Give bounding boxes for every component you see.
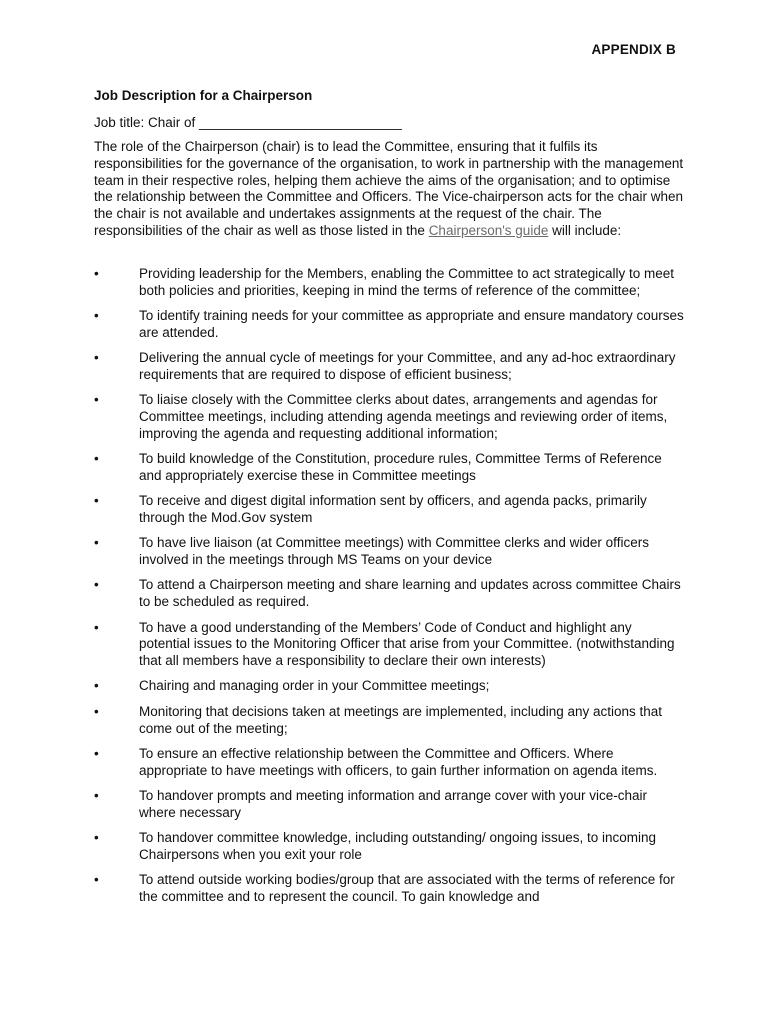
bullet-icon: • xyxy=(94,266,99,281)
list-item xyxy=(94,746,684,780)
list-item-text: To have live liaison (at Committee meetings) with Committee clerks and wider officers involved in the meetings through MS Teams on your device xyxy=(139,535,649,568)
bullet-icon: • xyxy=(94,703,99,719)
list-item-text: To handover prompts and meeting information and arrange cover with your vice-chair where necessary xyxy=(139,787,648,820)
bullet-icon: • xyxy=(94,619,99,635)
list-item xyxy=(94,872,684,906)
list-item xyxy=(94,392,684,442)
list-item xyxy=(94,493,684,527)
list-item-text: To have a good understanding of the Members’ Code of Conduct and highlight any potential issues to the Monitoring Officer that arise from your Committee. (notwithstanding that all members have a responsibility to declare their own interests) xyxy=(139,619,675,669)
bullet-icon: • xyxy=(94,872,99,888)
bullet-icon: • xyxy=(94,451,99,467)
bullet-icon: • xyxy=(94,392,99,408)
bullet-icon: • xyxy=(94,745,99,761)
list-item xyxy=(94,350,684,384)
list-item-text: To receive and digest digital information sent by officers, and agenda packs, primarily through the Mod.Gov system xyxy=(139,493,647,526)
list-item-text: Chairing and managing order in your Committee meetings; xyxy=(139,678,490,694)
chairpersons-guide-link[interactable]: Chairperson's guide xyxy=(428,222,549,238)
list-item xyxy=(94,451,684,485)
bullet-icon: • xyxy=(94,830,99,846)
list-item-text: To handover committee knowledge, including outstanding/ ongoing issues, to incoming Chairpersons when you exit your role xyxy=(139,830,657,862)
bullet-icon: • xyxy=(94,678,99,694)
list-item-text: To liaise closely with the Committee clerks about dates, arrangements and agendas for Committee meetings, including attending agenda meetings and reviewing order of items, improving the agenda and requesting additional information; xyxy=(139,392,668,441)
intro-paragraph xyxy=(94,139,684,240)
appendix-label: APPENDIX B xyxy=(591,42,676,57)
list-item xyxy=(94,535,684,569)
list-item xyxy=(94,830,684,864)
list-item-text: To ensure an effective relationship between the Committee and Officers. Where appropriate to have meetings with officers, to gain further information on agenda items. xyxy=(139,745,658,778)
bullet-icon: • xyxy=(94,535,99,551)
list-item xyxy=(94,577,684,611)
intro-text-end: will include: xyxy=(548,222,622,238)
list-item-text: Delivering the annual cycle of meetings for your Committee, and any ad-hoc extraordinary requirements that are required to dispose of efficient business; xyxy=(139,350,676,382)
list-item-text: Providing leadership for the Members, enabling the Committee to act strategically to meet both policies and priorities, keeping in mind the terms of reference of the committee; xyxy=(139,266,675,298)
bullet-icon: • xyxy=(94,787,99,803)
page-title: Job Description for a Chairperson xyxy=(94,88,313,103)
list-item xyxy=(94,266,684,300)
list-item-text: To build knowledge of the Constitution, procedure rules, Committee Terms of Reference and appropriately exercise these in Committee meetings xyxy=(139,451,662,483)
bullet-icon: • xyxy=(94,308,99,324)
list-item-text: To identify training needs for your committee as appropriate and ensure mandatory courses are attended. xyxy=(139,308,684,340)
bullet-icon: • xyxy=(94,577,99,593)
list-item-text: To attend a Chairperson meeting and share learning and updates across committee Chairs to be scheduled as required. xyxy=(139,577,681,610)
list-item-text: To attend outside working bodies/group that are associated with the terms of reference for the committee and to represent the council. To gain knowledge and xyxy=(139,872,675,904)
list-item xyxy=(94,308,684,342)
list-item xyxy=(94,788,684,822)
list-item xyxy=(94,678,684,695)
intro-text: The role of the Chairperson (chair) is to lead the Committee, ensuring that it fulfils its responsibilities for the governance of the organisation, to work in partnership with the management team in their respective roles, helping them achieve the aims of the organisation; and to optimise the relationship between the Committee and Officers. The Vice-chairperson acts for the chair when the chair is not available and undertakes assignments at the request of the chair. The responsibilities of the chair as well as those listed in the xyxy=(94,139,684,238)
job-title-line: Job title: Chair of ___________________________ xyxy=(94,115,402,130)
bullet-icon: • xyxy=(94,493,99,509)
responsibilities-list xyxy=(94,266,684,914)
list-item xyxy=(94,704,684,738)
list-item xyxy=(94,620,684,670)
list-item-text: Monitoring that decisions taken at meetings are implemented, including any actions that come out of the meeting; xyxy=(139,703,663,736)
bullet-icon: • xyxy=(94,350,99,366)
